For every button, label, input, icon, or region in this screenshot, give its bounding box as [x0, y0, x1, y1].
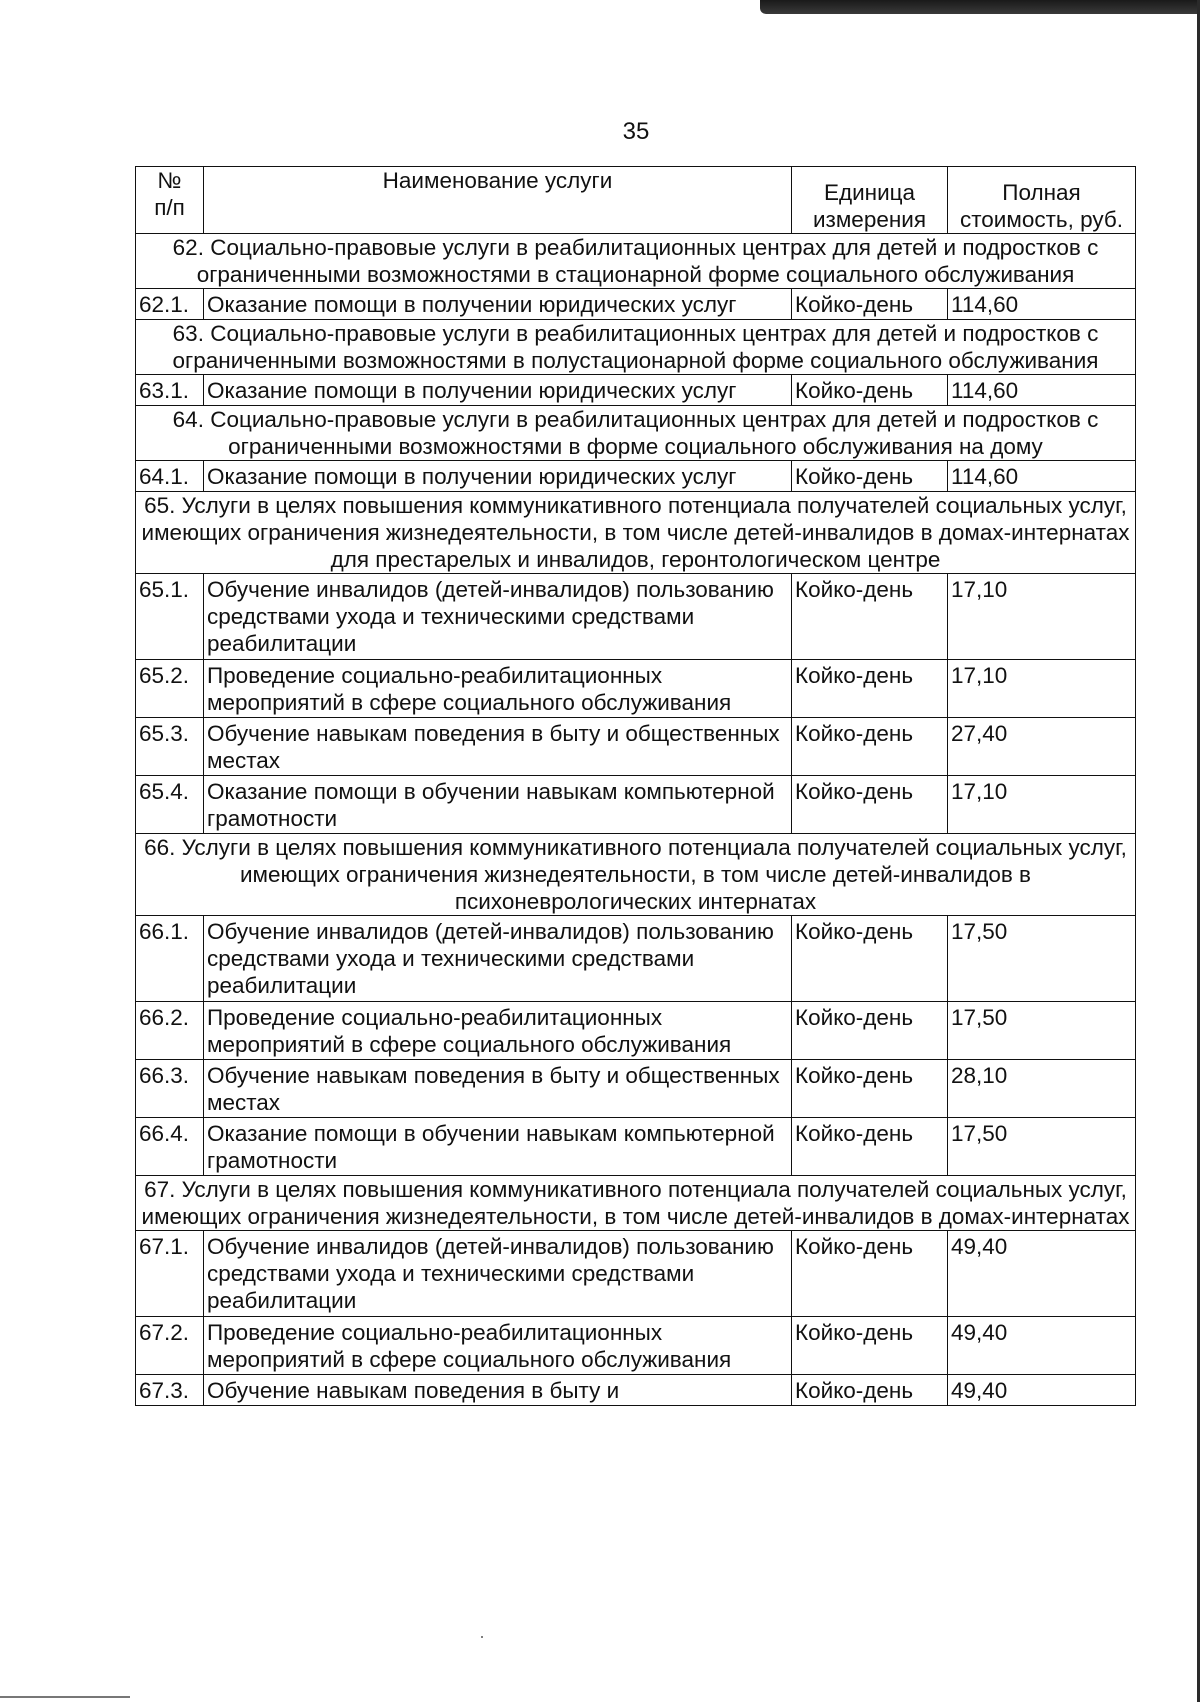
- row-price: 114,60: [948, 461, 1136, 492]
- header-number: [136, 167, 204, 234]
- row-unit: Койко-день: [792, 1317, 948, 1375]
- row-number: 65.4.: [136, 776, 204, 834]
- table-row: [136, 1060, 1136, 1118]
- section-row-63: [136, 320, 1136, 375]
- table-row: [136, 1317, 1136, 1375]
- section-row-62: [136, 234, 1136, 289]
- table-row: [136, 1118, 1136, 1176]
- table-row: [136, 916, 1136, 1002]
- row-unit: Койко-день: [792, 660, 948, 718]
- row-number: 66.4.: [136, 1118, 204, 1176]
- section-title: 63. Социально-правовые услуги в реабилитационных центрах для детей и подростков с ограниченными возможностями в полустационарной форме социального обслуживания: [136, 320, 1136, 375]
- row-unit: Койко-день: [792, 718, 948, 776]
- section-title: 64. Социально-правовые услуги в реабилитационных центрах для детей и подростков с ограниченными возможностями в форме социального обслуживания на дому: [136, 406, 1136, 461]
- row-price: 28,10: [948, 1060, 1136, 1118]
- table-row: [136, 660, 1136, 718]
- row-service-name: Оказание помощи в обучении навыкам компьютерной грамотности: [204, 776, 792, 834]
- row-unit: Койко-день: [792, 574, 948, 660]
- scan-edge-bottom: [0, 1696, 130, 1698]
- header-price-line1: Полная: [1002, 180, 1081, 205]
- row-number: 65.1.: [136, 574, 204, 660]
- row-service-name: Обучение навыкам поведения в быту и: [204, 1375, 792, 1406]
- row-price: 17,10: [948, 574, 1136, 660]
- section-title: 65. Услуги в целях повышения коммуникативного потенциала получателей социальных услуг, имеющих ограничения жизнедеятельности, в том числе детей-инвалидов в домах-интернатах для престарелых и инвалидов, геронтологическом центре: [136, 492, 1136, 574]
- row-unit: Койко-день: [792, 375, 948, 406]
- header-price: [948, 167, 1136, 234]
- row-number: 66.3.: [136, 1060, 204, 1118]
- row-service-name: Проведение социально-реабилитационных мероприятий в сфере социального обслуживания: [204, 1002, 792, 1060]
- table-row: [136, 375, 1136, 406]
- header-unit-line1: Единица: [823, 180, 916, 205]
- row-unit: Койко-день: [792, 1002, 948, 1060]
- section-title: 67. Услуги в целях повышения коммуникативного потенциала получателей социальных услуг, имеющих ограничения жизнедеятельности, в том числе детей-инвалидов в домах-интернатах: [136, 1176, 1136, 1231]
- row-service-name: Оказание помощи в получении юридических услуг: [204, 289, 792, 320]
- row-price: 17,10: [948, 776, 1136, 834]
- section-title: 66. Услуги в целях повышения коммуникативного потенциала получателей социальных услуг, имеющих ограничения жизнедеятельности, в том числе детей-инвалидов в психоневрологических интернатах: [136, 834, 1136, 916]
- row-unit: Койко-день: [792, 289, 948, 320]
- row-price: 49,40: [948, 1231, 1136, 1317]
- table-row: [136, 1231, 1136, 1317]
- section-row-66: [136, 834, 1136, 916]
- header-number-line1: №: [157, 168, 182, 193]
- table-row: [136, 1375, 1136, 1406]
- row-unit: Койко-день: [792, 776, 948, 834]
- row-unit: Койко-день: [792, 916, 948, 1002]
- row-number: 66.1.: [136, 916, 204, 1002]
- row-service-name: Обучение инвалидов (детей-инвалидов) пользованию средствами ухода и техническими средствами реабилитации: [204, 916, 792, 1002]
- row-price: 17,50: [948, 1002, 1136, 1060]
- row-service-name: Оказание помощи в получении юридических услуг: [204, 461, 792, 492]
- table-row: [136, 574, 1136, 660]
- table-row: [136, 461, 1136, 492]
- row-number: 65.2.: [136, 660, 204, 718]
- row-number: 67.3.: [136, 1375, 204, 1406]
- section-title: 62. Социально-правовые услуги в реабилитационных центрах для детей и подростков с ограниченными возможностями в стационарной форме социального обслуживания: [136, 234, 1136, 289]
- row-number: 62.1.: [136, 289, 204, 320]
- row-number: 66.2.: [136, 1002, 204, 1060]
- row-unit: Койко-день: [792, 1375, 948, 1406]
- row-unit: Койко-день: [792, 461, 948, 492]
- header-unit: [792, 167, 948, 234]
- tariff-table: [135, 166, 1136, 1406]
- table-row: [136, 1002, 1136, 1060]
- row-service-name: Обучение инвалидов (детей-инвалидов) пользованию средствами ухода и техническими средствами реабилитации: [204, 1231, 792, 1317]
- row-price: 49,40: [948, 1317, 1136, 1375]
- row-service-name: Оказание помощи в получении юридических услуг: [204, 375, 792, 406]
- row-price: 17,10: [948, 660, 1136, 718]
- row-service-name: Проведение социально-реабилитационных мероприятий в сфере социального обслуживания: [204, 1317, 792, 1375]
- row-price: 49,40: [948, 1375, 1136, 1406]
- header-unit-line2: измерения: [812, 207, 927, 232]
- row-number: 67.2.: [136, 1317, 204, 1375]
- row-service-name: Обучение инвалидов (детей-инвалидов) пользованию средствами ухода и техническими средствами реабилитации: [204, 574, 792, 660]
- row-unit: Койко-день: [792, 1231, 948, 1317]
- table-row: [136, 776, 1136, 834]
- row-service-name: Проведение социально-реабилитационных мероприятий в сфере социального обслуживания: [204, 660, 792, 718]
- scan-edge-top: [760, 0, 1200, 14]
- row-price: 114,60: [948, 289, 1136, 320]
- scan-speck: [481, 1636, 483, 1638]
- row-number: 63.1.: [136, 375, 204, 406]
- section-row-64: [136, 406, 1136, 461]
- table-row: [136, 718, 1136, 776]
- row-number: 64.1.: [136, 461, 204, 492]
- section-row-65: [136, 492, 1136, 574]
- page-number: 35: [622, 118, 650, 145]
- row-service-name: Обучение навыкам поведения в быту и общественных местах: [204, 1060, 792, 1118]
- header-number-line2: п/п: [154, 195, 185, 220]
- row-service-name: Оказание помощи в обучении навыкам компьютерной грамотности: [204, 1118, 792, 1176]
- row-price: 27,40: [948, 718, 1136, 776]
- row-price: 17,50: [948, 1118, 1136, 1176]
- section-row-67: [136, 1176, 1136, 1231]
- row-number: 67.1.: [136, 1231, 204, 1317]
- table-row: [136, 289, 1136, 320]
- header-price-line2: стоимость, руб.: [959, 207, 1124, 232]
- row-price: 114,60: [948, 375, 1136, 406]
- table-header-row: [136, 167, 1136, 234]
- header-service-name: Наименование услуги: [204, 167, 792, 234]
- row-unit: Койко-день: [792, 1118, 948, 1176]
- row-number: 65.3.: [136, 718, 204, 776]
- row-price: 17,50: [948, 916, 1136, 1002]
- row-service-name: Обучение навыкам поведения в быту и общественных местах: [204, 718, 792, 776]
- row-unit: Койко-день: [792, 1060, 948, 1118]
